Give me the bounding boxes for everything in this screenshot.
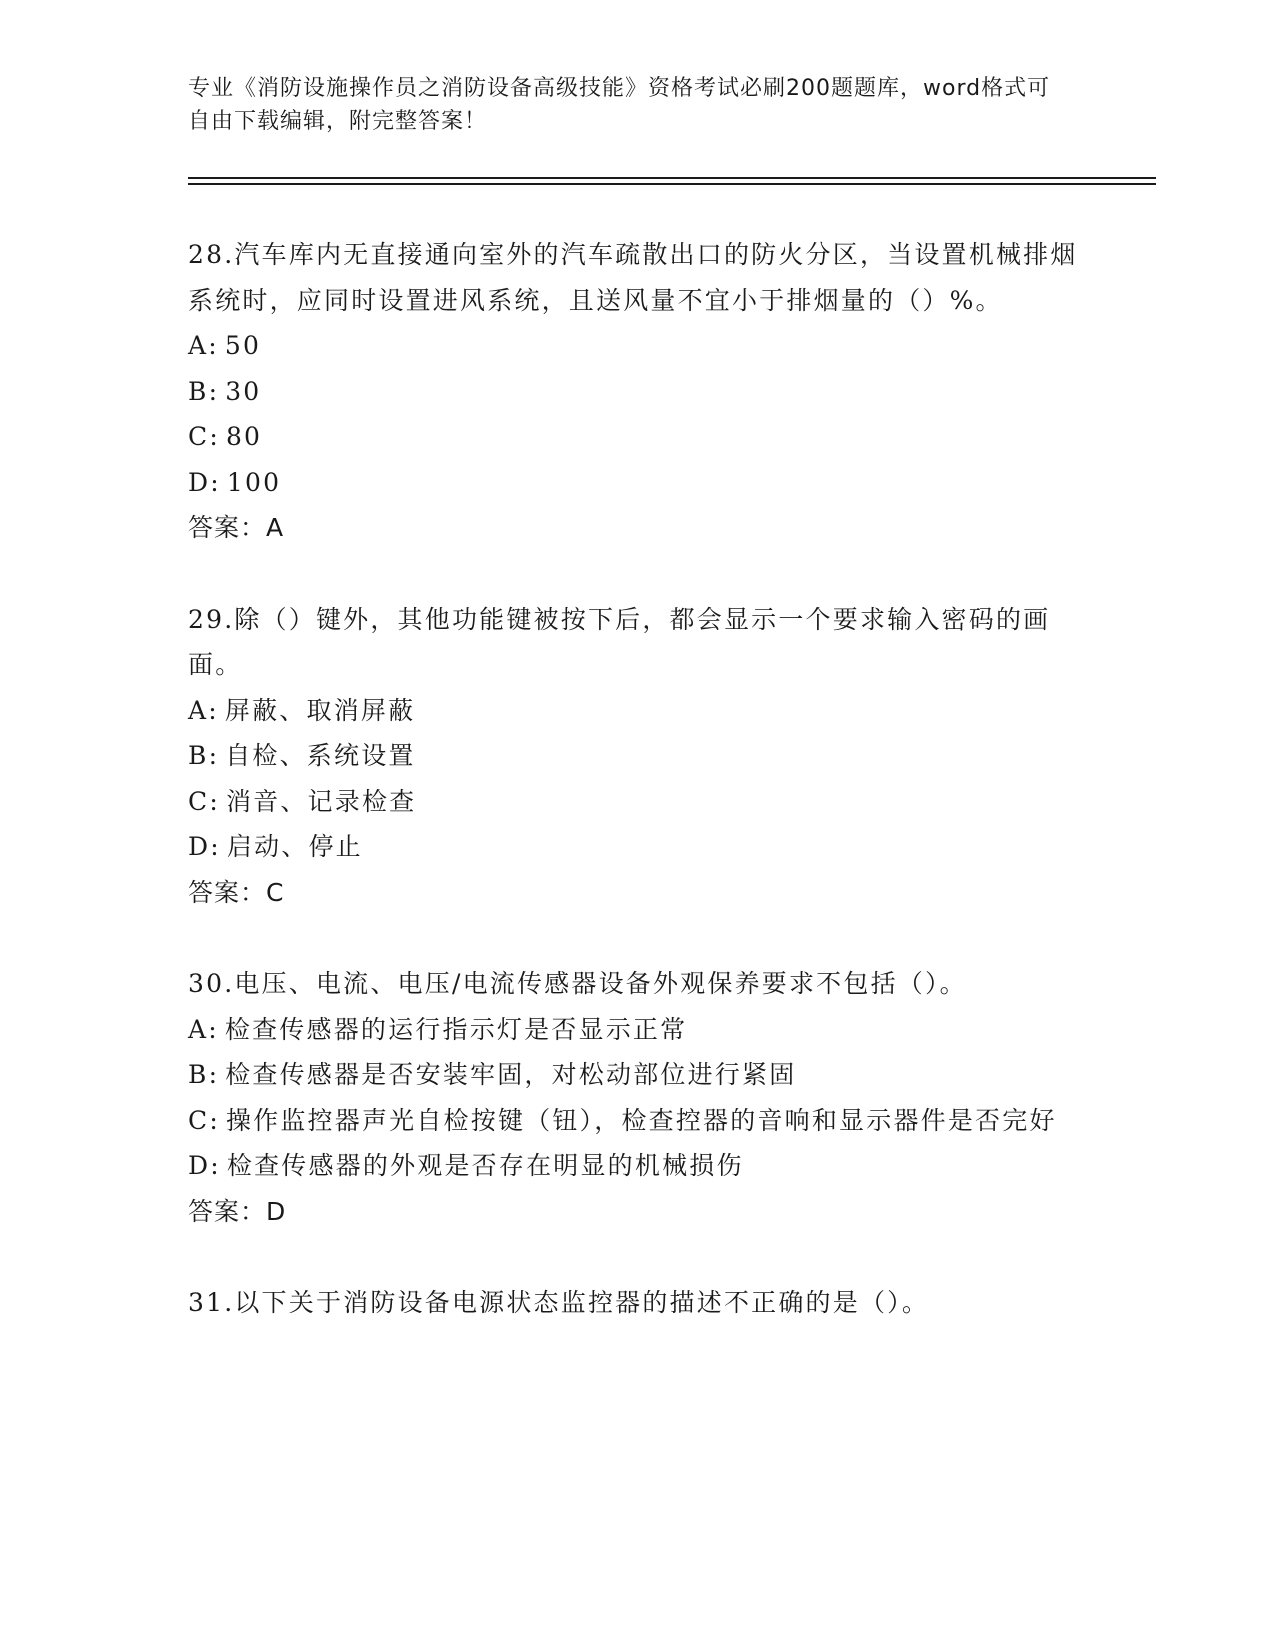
question-text (188, 232, 1088, 323)
option-letter: A: (188, 695, 219, 725)
question-body: 汽车库内无直接通向室外的汽车疏散出口的防火分区，当设置机械排烟系统时，应同时设置进风系统，且送风量不宜小于排烟量的（）%。 (188, 240, 1078, 315)
option-text: 80 (225, 422, 263, 451)
option-text: 启动、停止 (226, 832, 363, 861)
question-body: 除（）键外，其他功能键被按下后，都会显示一个要求输入密码的画面。 (188, 604, 1051, 679)
option-letter: C: (188, 786, 220, 816)
option-c (188, 779, 1088, 825)
option-c (188, 414, 1088, 460)
option-a (188, 1007, 1088, 1053)
question-number: 28. (188, 240, 235, 269)
option-d (188, 824, 1088, 870)
option-letter: A: (188, 1014, 219, 1044)
option-letter: B: (188, 376, 220, 406)
option-text: 检查传感器的外观是否存在明显的机械损伤 (226, 1151, 744, 1180)
option-text: 50 (224, 331, 262, 360)
option-d (188, 1143, 1088, 1189)
option-letter: B: (188, 741, 220, 770)
option-text: 操作监控器声光自检按键（钮），检查控器的音响和显示器件是否完好 (225, 1105, 1057, 1135)
option-text: 屏蔽、取消屏蔽 (224, 695, 416, 725)
option-text: 自检、系统设置 (225, 741, 416, 770)
option-letter: D: (188, 467, 221, 497)
question-body: 以下关于消防设备电源状态监控器的描述不正确的是（）。 (234, 1288, 930, 1317)
option-a (188, 688, 1088, 734)
option-text: 检查传感器的运行指示灯是否显示正常 (224, 1014, 688, 1044)
option-b (188, 369, 1088, 415)
question-body: 电压、电流、电压/电流传感器设备外观保养要求不包括（）。 (234, 969, 967, 998)
answer-label: 答案：A (188, 513, 285, 542)
answer-label: 答案：C (188, 877, 285, 907)
question-text (188, 597, 1088, 688)
option-letter: C: (188, 1105, 220, 1135)
question-text (188, 961, 1088, 1007)
question-29 (188, 597, 1088, 916)
option-b (188, 733, 1088, 779)
option-text: 100 (226, 467, 282, 497)
header-divider-top (188, 177, 1156, 179)
question-number: 31. (188, 1288, 235, 1317)
question-30 (188, 961, 1088, 1234)
question-number: 30. (188, 969, 235, 998)
option-text: 检查传感器是否安装牢固，对松动部位进行紧固 (225, 1060, 797, 1089)
option-letter: D: (188, 832, 221, 861)
option-letter: D: (188, 1151, 221, 1180)
option-text: 消音、记录检查 (225, 786, 417, 816)
option-letter: A: (188, 331, 219, 360)
question-28 (188, 232, 1088, 551)
answer-label: 答案：D (188, 1196, 287, 1226)
document-header: 专业《消防设施操作员之消防设备高级技能》资格考试必刷200题题库，word格式可自由下载编辑，附完整答案！ (188, 76, 1051, 134)
question-text (188, 1280, 1088, 1326)
option-d (188, 460, 1088, 506)
option-b (188, 1052, 1088, 1098)
option-letter: C: (188, 422, 220, 451)
option-letter: B: (188, 1060, 220, 1089)
header-divider-bottom (188, 183, 1156, 185)
option-text: 30 (225, 376, 262, 406)
question-number: 29. (188, 604, 235, 634)
option-a (188, 323, 1088, 369)
option-c (188, 1098, 1088, 1144)
question-list (188, 232, 1088, 1372)
question-31 (188, 1280, 1088, 1326)
